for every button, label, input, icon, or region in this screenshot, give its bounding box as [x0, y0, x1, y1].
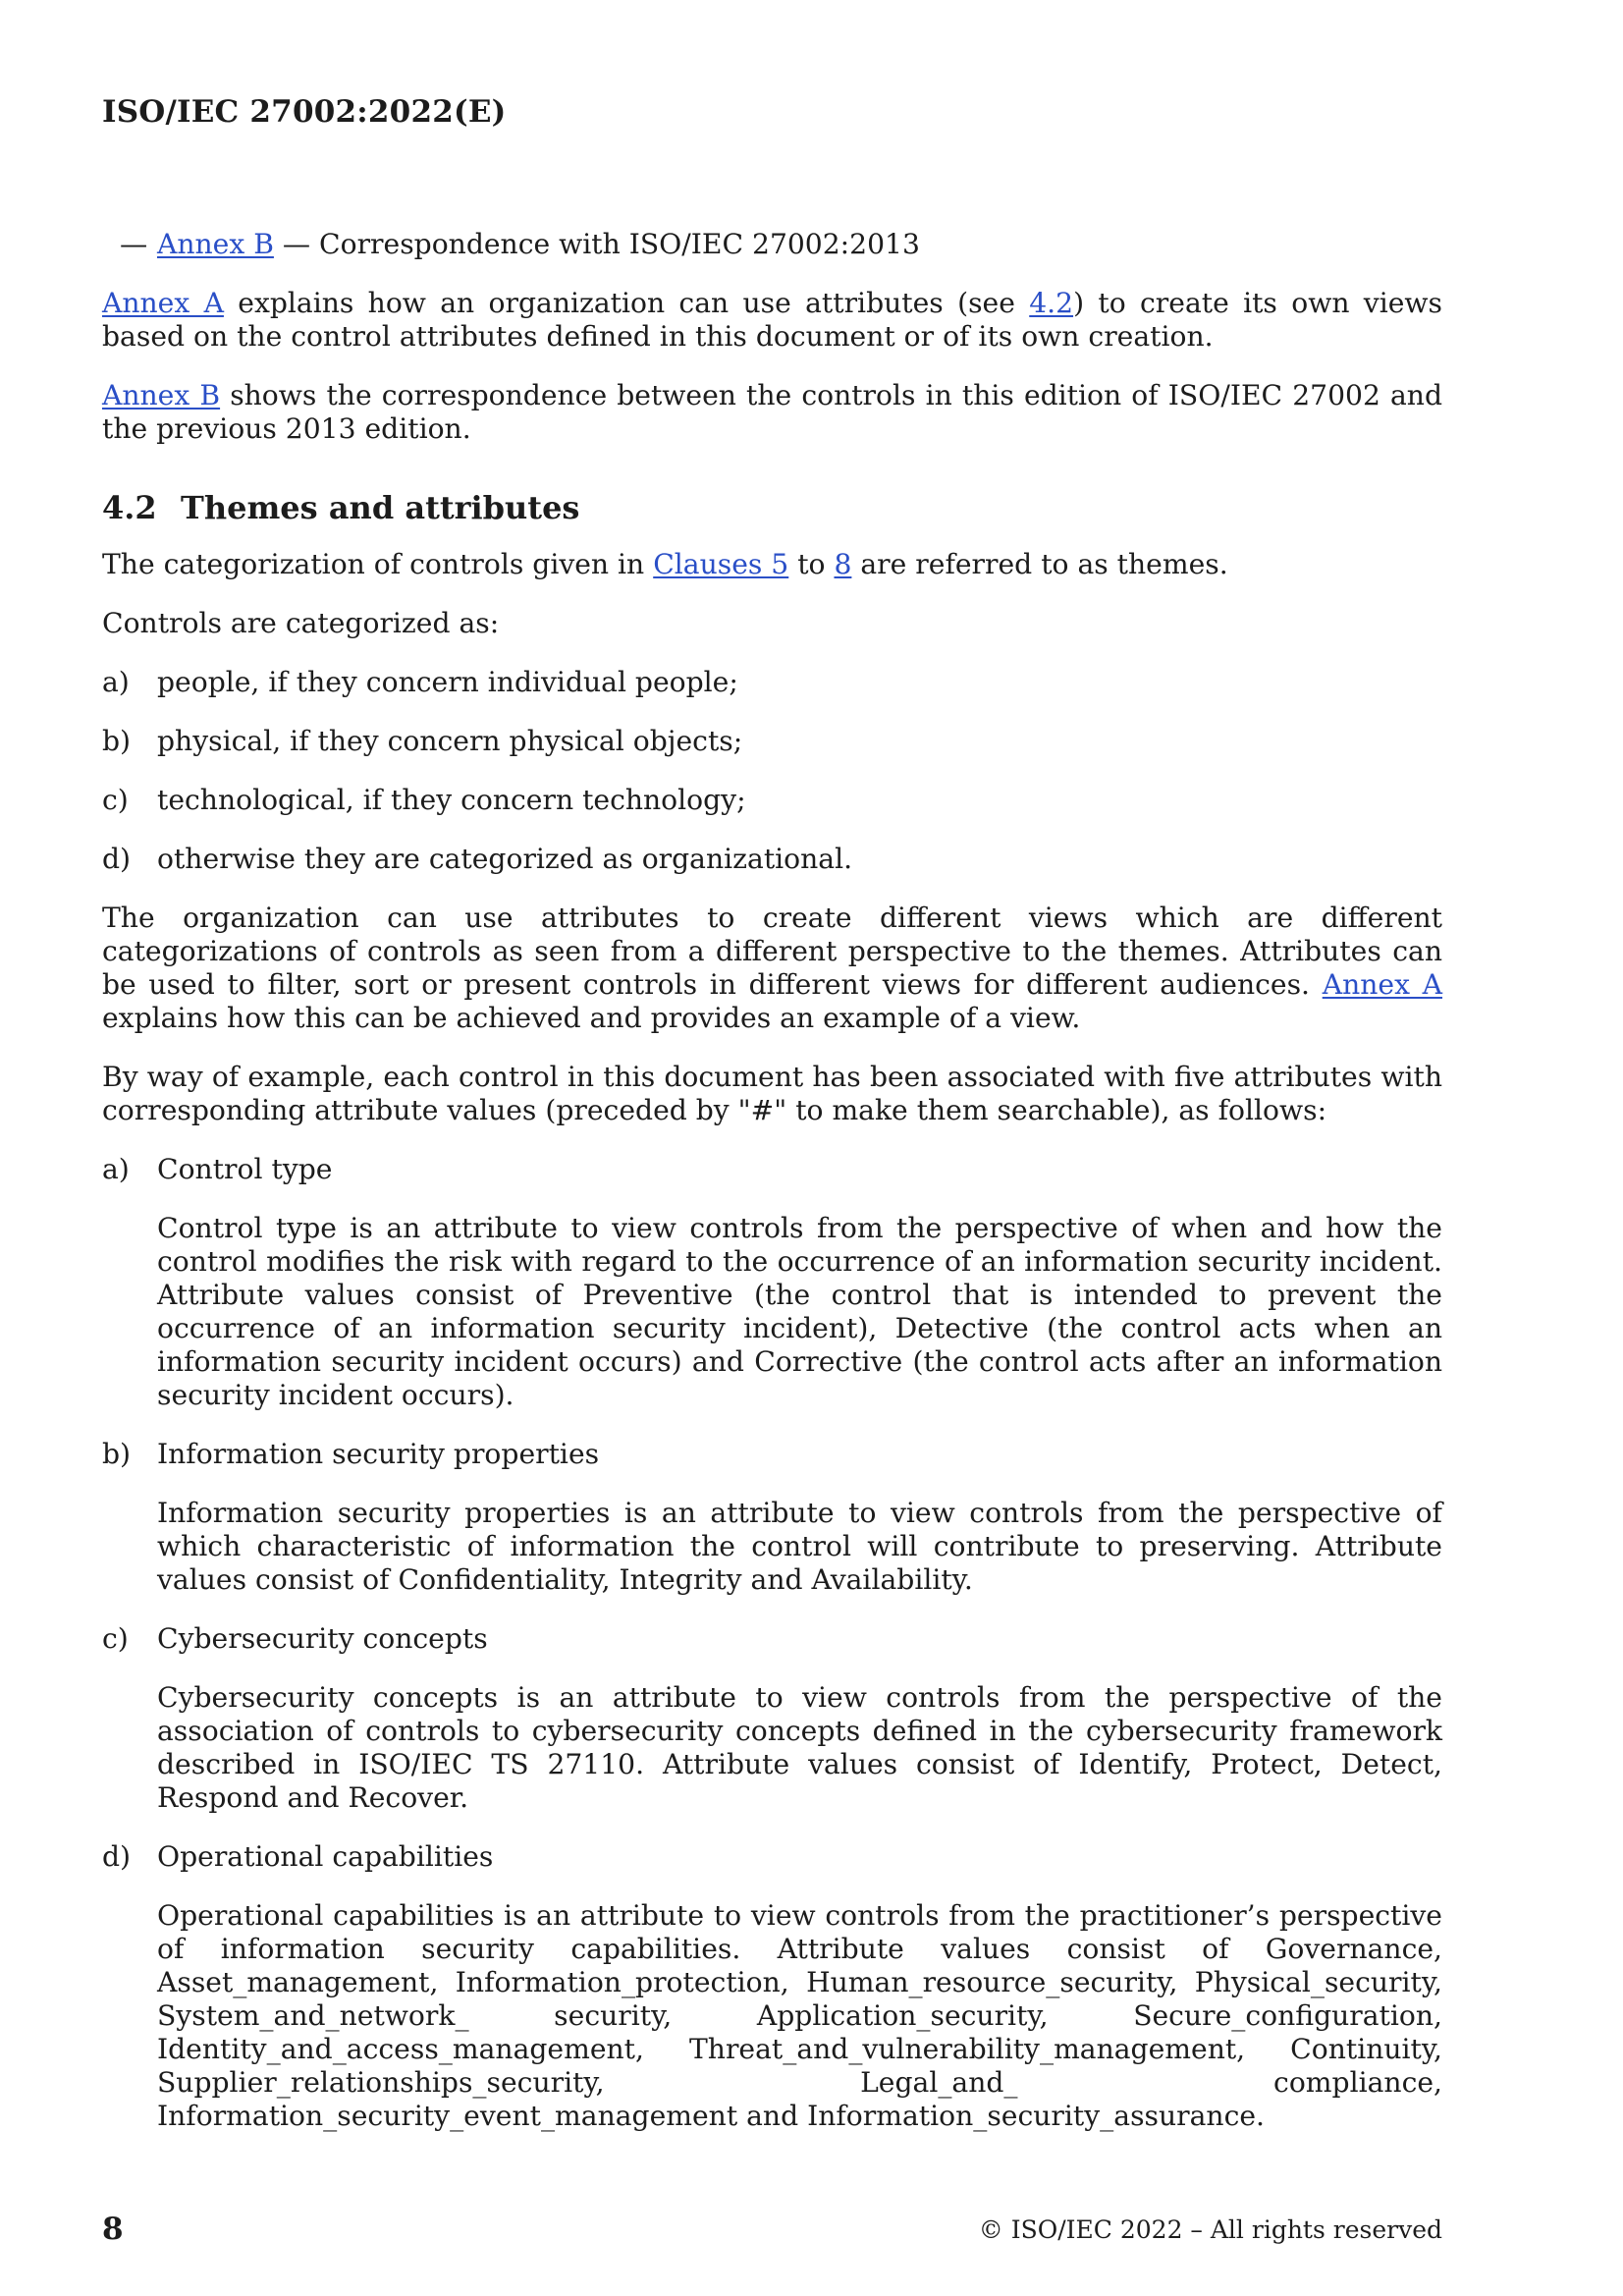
attribute-title: Information security properties: [157, 1438, 600, 1470]
attribute-title: Control type: [157, 1153, 333, 1185]
clause-4-2-link[interactable]: 4.2: [1029, 287, 1074, 319]
list-text: otherwise they are categorized as organizational.: [157, 843, 853, 875]
themes-text-3: are referred to as themes.: [851, 548, 1228, 580]
views-text-2: explains how this can be achieved and provides an example of a view.: [102, 1002, 1081, 1034]
list-text: technological, if they concern technology;: [157, 784, 746, 816]
annex-b-paragraph: [102, 379, 1442, 446]
clauses-5-link[interactable]: Clauses 5: [653, 548, 789, 580]
attribute-list-item: [102, 1153, 1442, 1186]
list-letter: b): [102, 725, 132, 757]
list-letter: a): [102, 1153, 130, 1185]
attribute-description: Information security properties is an attribute to view controls from the perspective of which characteristic of information the control will contribute to preserving. Attribute values consist of Confidentiality, Integrity and Availability.: [157, 1497, 1442, 1596]
attribute-list-item: [102, 1438, 1442, 1471]
annex-a-link[interactable]: Annex A: [102, 287, 224, 319]
views-text-1: The organization can use attributes to create different views which are different categorizations of controls as seen from a different perspective to the themes. Attributes can be used to filter, sort or present controls in different views for different audiences.: [102, 902, 1442, 1001]
themes-text-1: The categorization of controls given in: [102, 548, 654, 580]
categorized-paragraph: Controls are categorized as:: [102, 607, 500, 639]
attribute-description: Operational capabilities is an attribute to view controls from the practitioner’s perspective of information security capabilities. Attribute values consist of Governance, Asset_management, Information_protection, Human_resource_security, Physical_security, System_and_network_ security, Application_security, Secure_configuration, Identity_and_access_management, Threat_and_vulnerability_management, Continuity, Supplier_relationships_security, Legal_and_ compliance, Information_security_event_management and Information_security_assurance.: [157, 1899, 1442, 2132]
list-letter: b): [102, 1438, 132, 1470]
example-paragraph: By way of example, each control in this document has been associated with five attributes with corresponding attribute values (preceded by "#" to make them searchable), as follows:: [102, 1061, 1442, 1126]
category-list-item: [102, 725, 1442, 758]
category-list-item: [102, 784, 1442, 817]
document-header-title: ISO/IEC 27002:2022(E): [102, 94, 507, 130]
attribute-description: Cybersecurity concepts is an attribute to view controls from the perspective of the association of controls to cybersecurity concepts defined in the cybersecurity framework described in ISO/IEC TS 27110. Attribute values consist of Identify, Protect, Detect, Respond and Recover.: [157, 1681, 1442, 1814]
annex-b-link[interactable]: Annex B: [157, 228, 274, 260]
list-letter: d): [102, 843, 132, 875]
dash-marker: —: [120, 228, 148, 260]
annex-list-item: [102, 228, 1442, 261]
annex-a-link[interactable]: Annex A: [1322, 968, 1443, 1001]
clause-8-link[interactable]: 8: [834, 548, 852, 580]
views-paragraph: [102, 902, 1442, 1035]
annex-b-text: shows the correspondence between the controls in this edition of ISO/IEC 27002 and the previous 2013 edition.: [102, 379, 1442, 445]
category-list-item: [102, 843, 1442, 876]
list-letter: d): [102, 1840, 132, 1873]
annex-a-paragraph: [102, 287, 1442, 354]
themes-paragraph: [102, 548, 1442, 581]
list-letter: a): [102, 666, 130, 698]
attribute-title: Operational capabilities: [157, 1840, 494, 1873]
attribute-title: Cybersecurity concepts: [157, 1622, 488, 1655]
attribute-description: Control type is an attribute to view controls from the perspective of when and how the control modifies the risk with regard to the occurrence of an information security incident. Attribute values consist of Preventive (the control that is intended to prevent the occurrence of an information security incident), Detective (the control acts when an information security incident occurs) and Corrective (the control acts after an information security incident occurs).: [157, 1212, 1442, 1411]
themes-text-2: to: [788, 548, 835, 580]
annex-a-text-2: ) to create its own views based on the control attributes defined in this document or of its own creation.: [102, 287, 1443, 353]
copyright-notice: © ISO/IEC 2022 – All rights reserved: [978, 2215, 1442, 2244]
list-letter: c): [102, 784, 129, 816]
document-body: [102, 228, 1442, 2159]
annex-b-link[interactable]: Annex B: [102, 379, 221, 411]
list-text: physical, if they concern physical objects;: [157, 725, 743, 757]
annex-list-text: — Correspondence with ISO/IEC 27002:2013: [273, 228, 920, 260]
page-number: 8: [102, 2212, 124, 2247]
attribute-list-item: [102, 1840, 1442, 1874]
section-title: Themes and attributes: [181, 489, 580, 526]
attribute-list-item: [102, 1622, 1442, 1656]
section-number: 4.2: [102, 489, 157, 526]
annex-a-text-1: explains how an organization can use attributes (see: [223, 287, 1030, 319]
list-text: people, if they concern individual people;: [157, 666, 738, 698]
section-heading: [102, 491, 1442, 524]
list-letter: c): [102, 1622, 129, 1655]
category-list-item: [102, 666, 1442, 699]
